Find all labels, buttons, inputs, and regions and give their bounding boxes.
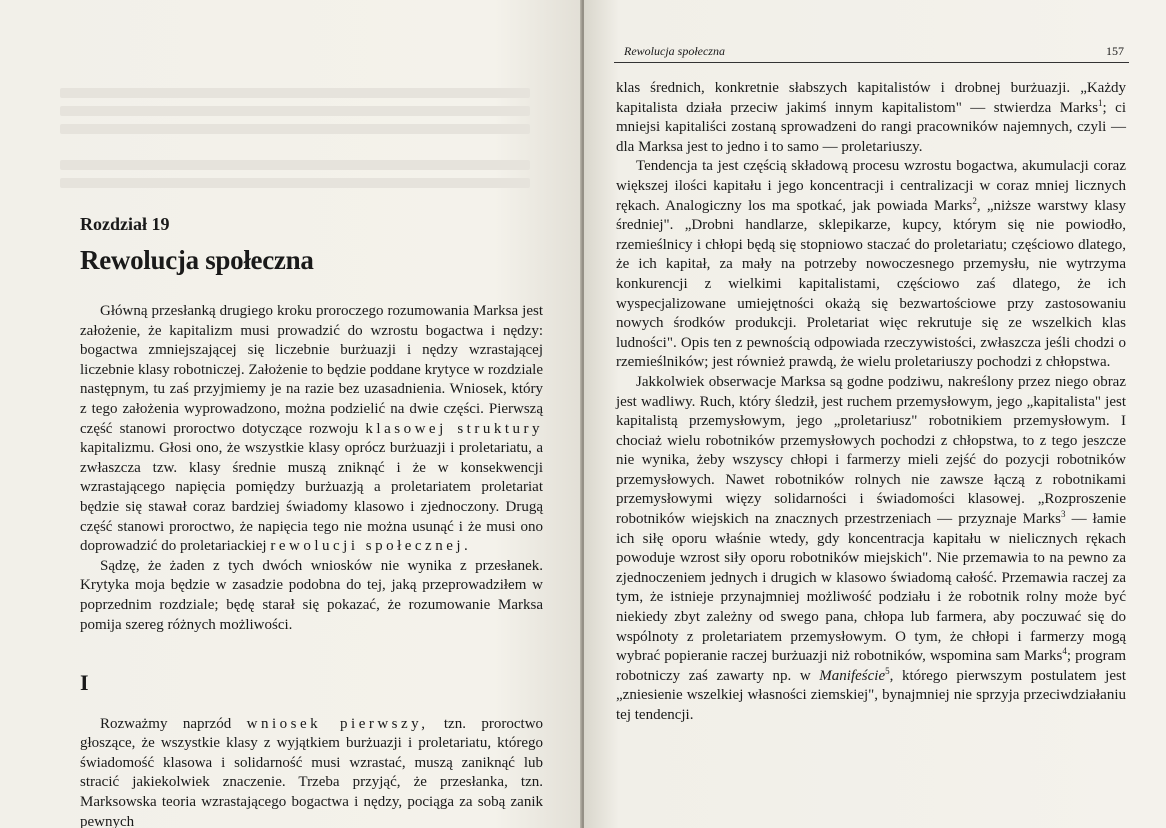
text-run: ; program robotniczy zaś zawarty np. w (616, 648, 1126, 684)
bleed-through-line (60, 124, 530, 134)
right-page (584, 0, 1166, 828)
header-rule (614, 62, 1129, 63)
text-run: Rozważmy naprzód (100, 715, 232, 732)
paragraph (616, 157, 1126, 373)
running-title: Rewolucja społeczna (624, 44, 725, 58)
left-page-content (80, 214, 543, 828)
bleed-through-line (60, 160, 530, 170)
right-page-content (616, 79, 1126, 726)
spaced-emphasis: wniosek pierwszy, (246, 715, 429, 732)
text-run: kapitalizmu. Głosi ono, że wszystkie klasy oprócz burżuazji i proletariatu, a zwłaszcza tzw. klasy średnie muszą zniknąć i że w konsekwencji wzrastającego napięcia pomiędzy burżuazją a proletariatem proletariat będzie się stawał coraz bardziej świadomy klasowo i zjednoczony. Drugą część stanowi proroctwo, że napięcia tego nie można usunąć i że musi ono doprowadzić do proletariackiej (80, 440, 543, 555)
running-header (624, 44, 1124, 59)
text-run: Tendencja ta jest częścią składową procesu wzrostu bogactwa, akumulacji coraz większej ilości kapitału i jego koncentracji i centralizacji w coraz mniej licznych rękach. Analogiczny los ma spotkać, jak powiada Marks (616, 158, 1126, 214)
footnote-marker: 1 (1098, 97, 1103, 108)
footnote-marker: 3 (1060, 509, 1066, 520)
text-run: — łamie ich siłę oporu właśnie wtedy, gdy koncentracja kapitału w nielicznych rękach powoduje wzrost siły oporu robotników miejskich". Nie przemawia to na pewno za zjednoczeniem jednych i drugich w klasowo świadomą całość. Przemawia raczej za tym, że istnieje przynajmniej możliwość podziału i że robotnik rolny może być niekiedy zbyt zależny od swego pana, chłopa lub farmera, aby poczuwać się do wspólnoty z proletariatem przemysłowym. O tym, że chłopi i farmerzy mogą wybrać popieranie raczej burżuazji niż robotników, wspomina sam Marks (616, 511, 1126, 665)
chapter-label: Rozdział 19 (80, 214, 170, 234)
text-run: klas średnich, konkretnie słabszych kapitalistów i drobnej burżuazji. „Każdy kapitalista działa przeciw jakimś innym kapitalistom" — stwierdza Marks (616, 80, 1126, 116)
paragraph: Sądzę, że żaden z tych dwóch wniosków nie wynika z przesłanek. Krytyka moja będzie w zasadzie podobna do tej, jaką przeprowadziłem w poprzednim rozdziale; będę starał się pokazać, że rozumowanie Marksa pomija szereg różnych możliwości. (80, 557, 543, 633)
text-run: Jakkolwiek obserwacje Marksa są godne podziwu, nakreślony przez niego obraz jest wadliwy. Ruch, który śledził, jest ruchem przemysłowym, jego „kapitalista" jest kapitalistą przemysłowym, jego „proletariusz" robotnikiem przemysłowym. I chociaż wielu robotników przemysłowych pochodzi z chłopstwa, to z tego jeszcze nie wynika, żeby wszyscy chłopi i farmerzy mieli zejść do pozycji robotników przemysłowych. Nawet robotników rolnych nie zawsze łączą z robotnikami przemysłowymi więzy solidarności i świadomości klasowej. „Rozproszenie robotników wiejskich na znacznych przestrzeniach — przyznaje Marks (616, 373, 1126, 528)
bleed-through-line (60, 106, 530, 116)
page-number: 157 (1106, 44, 1124, 58)
chapter-title: Rewolucja społeczna (80, 245, 314, 275)
paragraph (616, 79, 1126, 157)
paragraph (80, 715, 543, 828)
paragraph (80, 302, 543, 557)
footnote-marker: 5 (885, 665, 890, 676)
left-body-text (80, 302, 543, 828)
text-run: Główną przesłanką drugiego kroku proroczego rozumowania Marksa jest założenie, że kapitalizm musi prowadzić do wzrostu bogactwa i nędzy: bogactwa zmniejszającej się liczebnie burżuazji i nędzy wzrastającej liczebnie klasy robotniczej. Założenie to będzie poddane krytyce w rozdziale następnym, tu zaś przyjmiemy je na razie bez uzasadnienia. Wniosek, który z tego założenia wyprowadzono, można podzielić na dwie części. Pierwszą część stanowi proroctwo dotyczące rozwoju (80, 303, 543, 437)
paragraph (616, 373, 1126, 726)
text-run: tzn. proroctwo głoszące, że wszystkie klasy z wyjątkiem burżuazji i proletariatu, którego świadomość klasowa i solidarność musi wzrastać, muszą zaniknąć lub stracić jakiekolwiek znaczenie. Trzeba przyjąć, że przesłanka, tzn. Marksowska teoria wzrastającego bogactwa i nędzy, pociąga za sobą zanik pewnych (80, 715, 544, 828)
footnote-marker: 4 (1062, 646, 1067, 657)
bleed-through-line (60, 88, 530, 98)
left-page (0, 0, 582, 828)
footnote-marker: 2 (972, 195, 977, 206)
text-run: ; ci mniejsi kapitaliści zostaną sprowadzeni do rangi pracowników najemnych, czyli — dla Marksa jest to jedno i to samo — proletariuszy. (616, 99, 1127, 155)
italic-title: Manifeście (819, 667, 886, 684)
section-number: I (80, 670, 89, 696)
spaced-emphasis: klasowej struktury (365, 420, 544, 437)
text-run: , „niższe warstwy klasy średniej". „Drobni handlarze, sklepikarze, kupcy, którym się nie powiodło, rzemieślnicy i chłopi będą się stopniowo staczać do proletariatu; częściowo dlatego, że ich kapitał, za mały na potrzeby nowoczesnego przemysłu, nie wytrzyma konkurencji z wielkimi kapitalistami, częściowo zaś dlatego, że ich wyspecjalizowane umiejętności okażą się bezwartościowe przy zastosowaniu nowych środków produkcji. Proletariat więc rekrutuje się ze wszelkich klas ludności". Opis ten z pewnością odpowiada rzeczywistości, zwłaszcza jeśli chodzi o rzemieślników; jest również prawdą, że wielu proletariuszy pochodzi z chłopstwa. (616, 197, 1126, 371)
bleed-through-line (60, 178, 530, 188)
spaced-emphasis: rewolucji społecznej. (270, 538, 472, 555)
text-run: , którego pierwszym postulatem jest „zniesienie wszelkiej własności ziemskiej", bynajmniej nie sprzyja przeciwdziałaniu tej tendencji. (616, 667, 1126, 723)
right-body-text (616, 79, 1126, 726)
